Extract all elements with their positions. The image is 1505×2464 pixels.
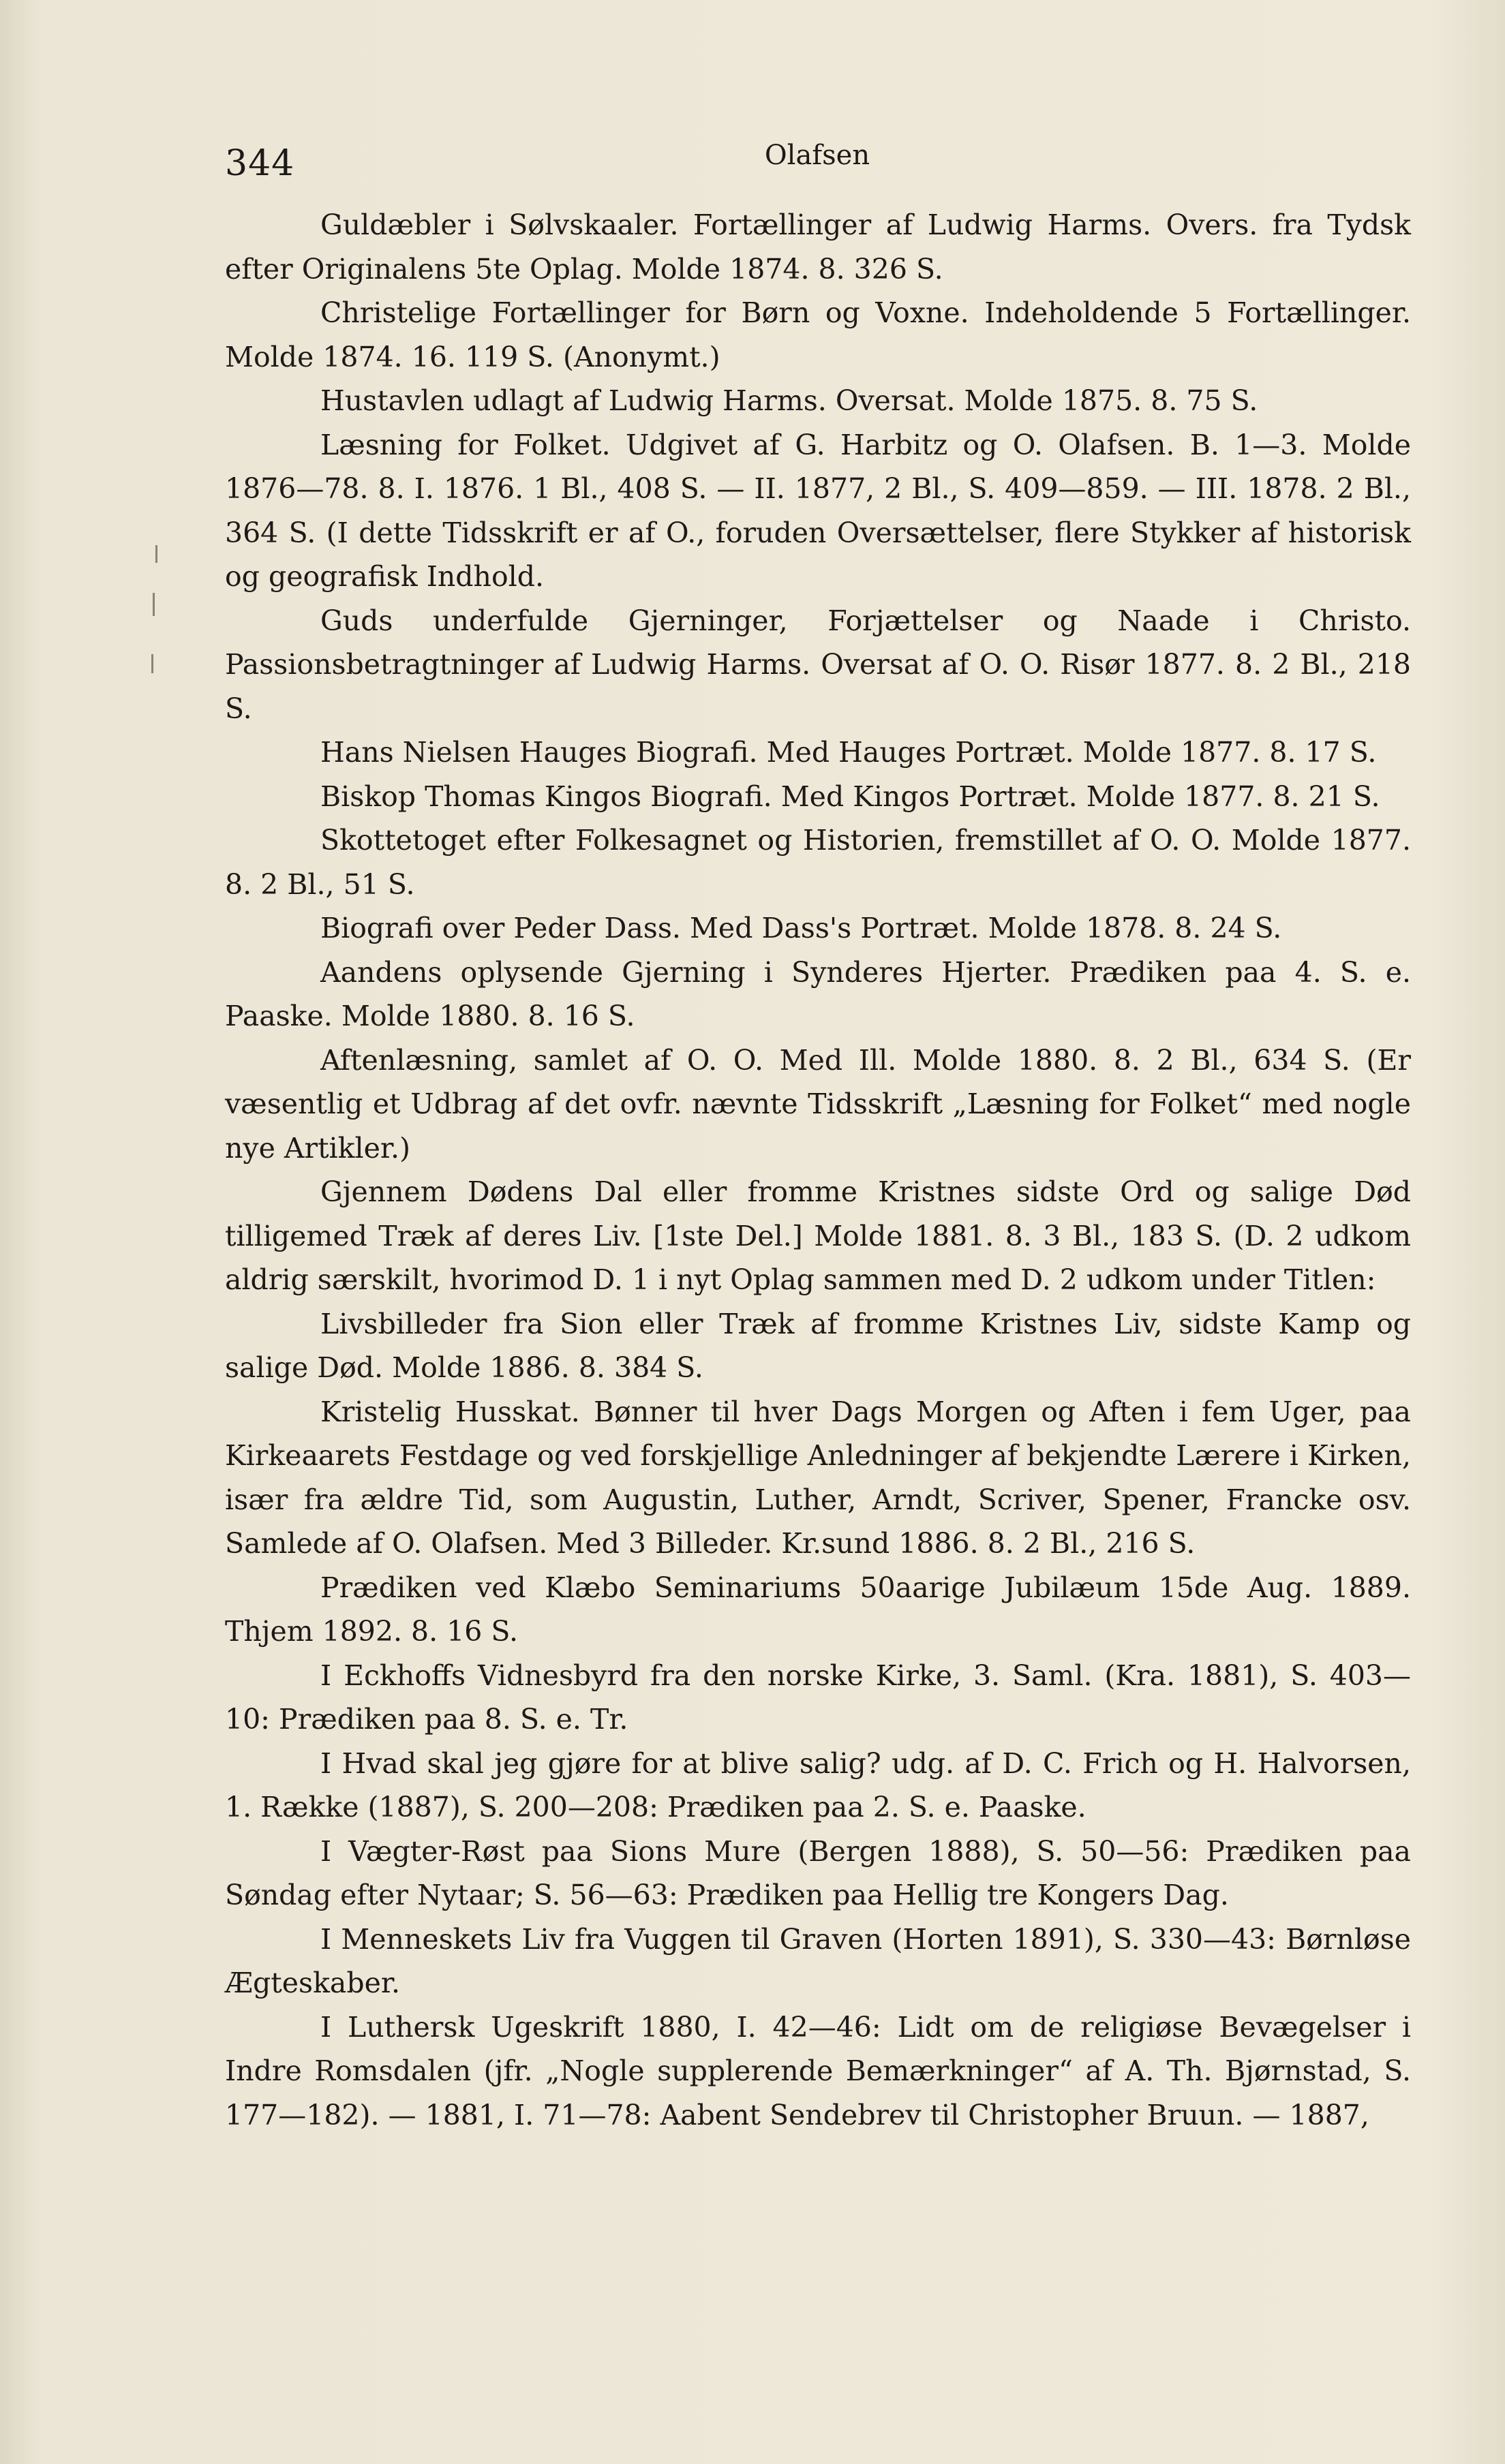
bibliography-entry: I Eckhoffs Vidnesbyrd fra den norske Kirke, 3. Saml. (Kra. 1881), S. 403—10: Prædiken paa 8. S. e. Tr. <box>225 1659 1411 1736</box>
bibliography-entry: Biografi over Peder Dass. Med Dass's Portræt. Molde 1878. 8. 24 S. <box>320 912 1282 944</box>
margin-mark <box>153 593 155 616</box>
bibliography-entry: Christelige Fortællinger for Børn og Voxne. Indeholdende 5 Fortællinger. Molde 1874. 16. 119 S. (Anonymt.) <box>225 296 1411 373</box>
bibliography-entry: Gjennem Dødens Dal eller fromme Kristnes sidste Ord og salige Død tilligemed Træk af deres Liv. [1ste Del.] Molde 1881. 8. 3 Bl., 183 S. (D. 2 udkom aldrig særskilt, hvorimod D. 1 i nyt Oplag sammen med D. 2 udkom under Titlen: <box>225 1175 1411 1296</box>
bibliography-entry: I Vægter-Røst paa Sions Mure (Bergen 1888), S. 50—56: Prædiken paa Søndag efter Nytaar; S. 56—63: Prædiken paa Hellig tre Kongers Dag. <box>225 1834 1411 1911</box>
page-header <box>225 133 1410 194</box>
bibliography-entry: Læsning for Folket. Udgivet af G. Harbitz og O. Olafsen. B. 1—3. Molde 1876—78. 8. I. 1876. 1 Bl., 408 S. — II. 1877, 2 Bl., S. 409—859. — III. 1878. 2 Bl., 364 S. (I dette Tidsskrift er af O., foruden Oversættelser, flere Stykker af historisk og geografisk Indhold. <box>225 428 1411 593</box>
bibliography-entry: Guldæbler i Sølvskaaler. Fortællinger af Ludwig Harms. Overs. fra Tydsk efter Originalens 5te Oplag. Molde 1874. 8. 326 S. <box>225 209 1411 286</box>
bibliography-list <box>225 203 1411 2137</box>
margin-mark <box>155 545 157 563</box>
margin-mark <box>151 654 153 673</box>
bibliography-entry: I Menneskets Liv fra Vuggen til Graven (Horten 1891), S. 330—43: Børnløse Ægteskaber. <box>225 1922 1411 1999</box>
bibliography-entry: Livsbilleder fra Sion eller Træk af fromme Kristnes Liv, sidste Kamp og salige Død. Molde 1886. 8. 384 S. <box>225 1307 1411 1384</box>
bibliography-entry: Kristelig Husskat. Bønner til hver Dags Morgen og Aften i fem Uger, paa Kirkeaarets Festdage og ved forskjellige Anledninger af bekjendte Lærere i Kirken, især fra ældre Tid, som Augustin, Luther, Arndt, Scriver, Spener, Francke osv. Samlede af O. Olafsen. Med 3 Billeder. Kr.sund 1886. 8. 2 Bl., 216 S. <box>225 1395 1411 1560</box>
running-head: Olafsen <box>764 140 870 171</box>
bibliography-entry: I Luthersk Ugeskrift 1880, I. 42—46: Lidt om de religiøse Bevægelser i Indre Romsdalen (jfr. „Nogle supplerende Bemærkninger“ af A. Th. Bjørnstad, S. 177—182). — 1881, I. 71—78: Aabent Sendebrev til Christopher Bruun. — 1887, <box>225 2010 1411 2131</box>
bibliography-entry: Hans Nielsen Hauges Biografi. Med Hauges Portræt. Molde 1877. 8. 17 S. <box>320 736 1377 769</box>
page-number: 344 <box>225 143 295 184</box>
bibliography-entry: Biskop Thomas Kingos Biografi. Med Kingos Portræt. Molde 1877. 8. 21 S. <box>320 780 1380 813</box>
bibliography-entry: Guds underfulde Gjerninger, Forjættelser og Naade i Christo. Passionsbetragtninger af Ludwig Harms. Oversat af O. O. Risør 1877. 8. 2 Bl., 218 S. <box>225 604 1411 725</box>
bibliography-entry: Prædiken ved Klæbo Seminariums 50aarige Jubilæum 15de Aug. 1889. Thjem 1892. 8. 16 S. <box>225 1571 1411 1648</box>
bibliography-entry: Aftenlæsning, samlet af O. O. Med Ill. Molde 1880. 8. 2 Bl., 634 S. (Er væsentlig et Udbrag af det ovfr. nævnte Tidsskrift „Læsning for Folket“ med nogle nye Artikler.) <box>225 1043 1411 1165</box>
bibliography-entry: Aandens oplysende Gjerning i Synderes Hjerter. Prædiken paa 4. S. e. Paaske. Molde 1880. 8. 16 S. <box>225 955 1411 1032</box>
bibliography-entry: Skottetoget efter Folkesagnet og Historien, fremstillet af O. O. Molde 1877. 8. 2 Bl., 51 S. <box>225 824 1411 901</box>
bibliography-entry: I Hvad skal jeg gjøre for at blive salig? udg. af D. C. Frich og H. Halvorsen, 1. Række (1887), S. 200—208: Prædiken paa 2. S. e. Paaske. <box>225 1746 1411 1823</box>
bibliography-entry: Hustavlen udlagt af Ludwig Harms. Oversat. Molde 1875. 8. 75 S. <box>320 384 1258 417</box>
